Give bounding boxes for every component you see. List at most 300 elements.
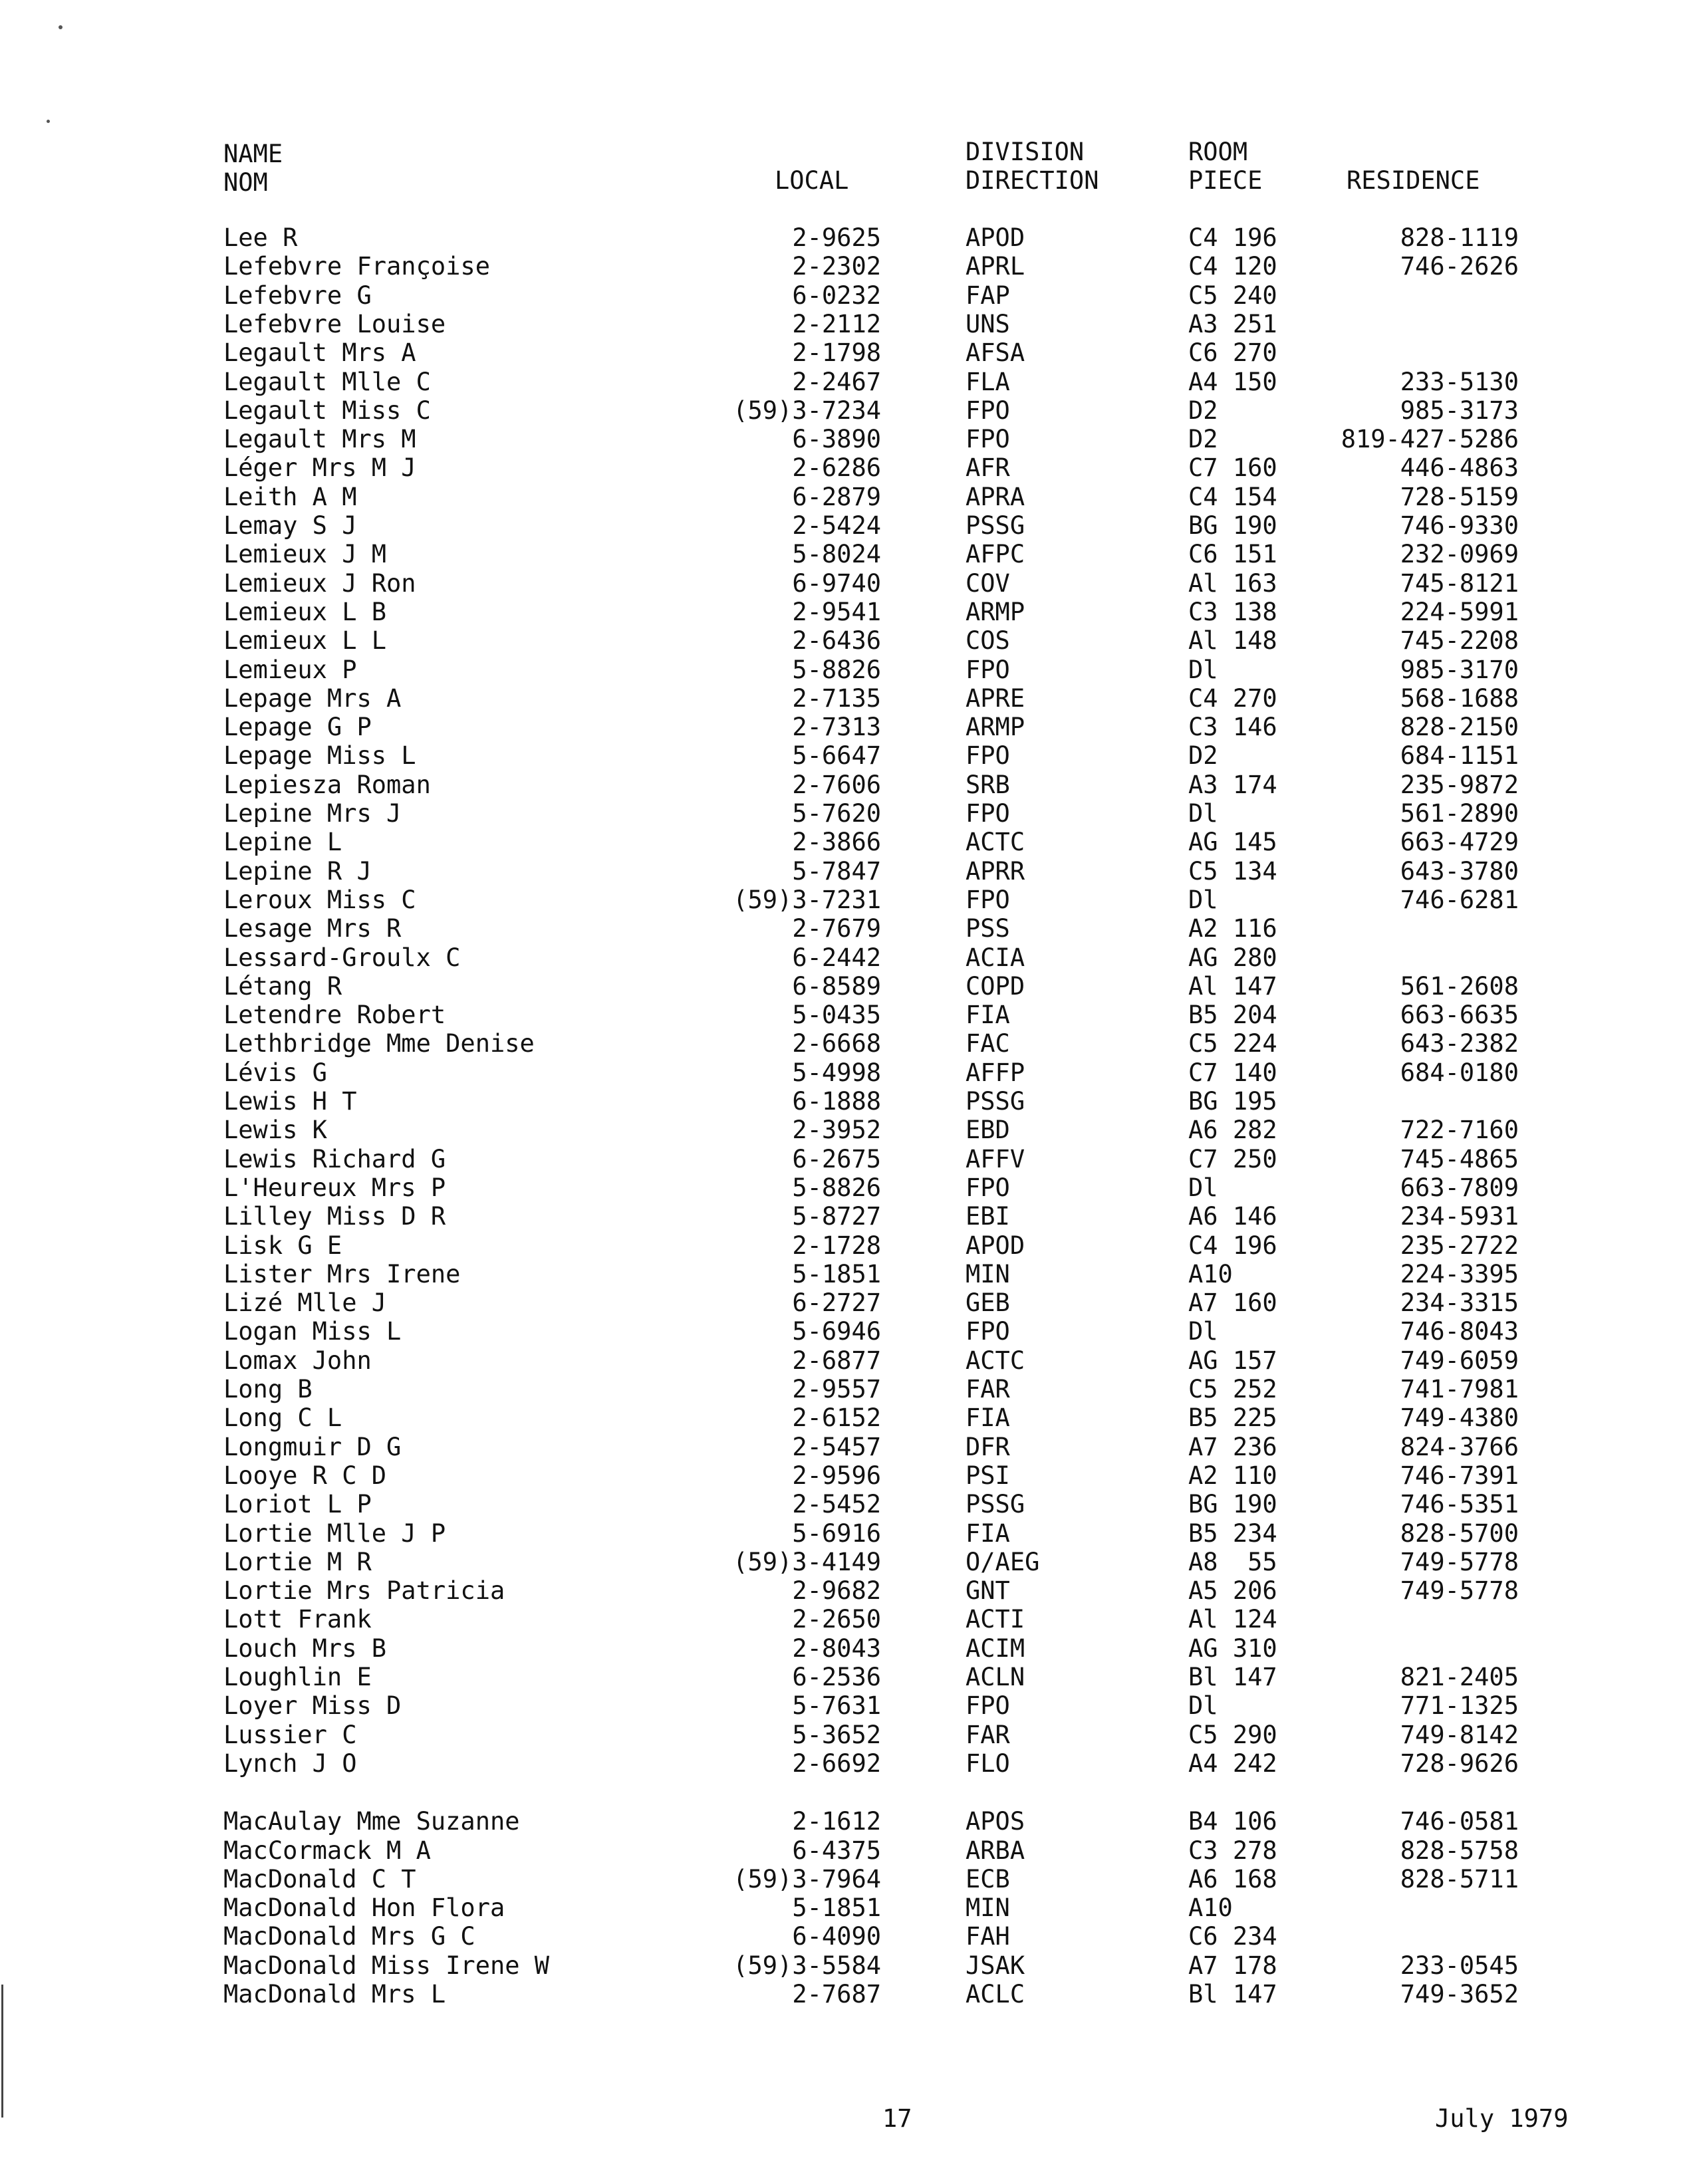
entry-local: (59)3-7231 (733, 885, 881, 914)
entry-name: Lizé Mlle J (223, 1288, 387, 1318)
entry-residence: 828-1119 (1400, 223, 1519, 252)
table-row (0, 453, 1687, 482)
table-row (0, 741, 1687, 770)
table-row (0, 1519, 1687, 1548)
entry-local: 2-8043 (792, 1634, 881, 1663)
entry-local: (59)3-7964 (733, 1864, 881, 1893)
entry-room: C5 240 (1188, 281, 1277, 310)
table-row (0, 1721, 1687, 1749)
entry-residence: 821-2405 (1400, 1663, 1519, 1691)
entry-local: 6-2442 (792, 943, 881, 972)
table-row (0, 771, 1687, 799)
entry-division: AFR (966, 453, 1010, 483)
header-name-fr: NOM (223, 168, 268, 197)
entry-name: Lortie Mrs Patricia (223, 1576, 505, 1606)
entry-room: C6 234 (1188, 1922, 1277, 1951)
entry-room: B5 225 (1188, 1403, 1277, 1433)
entry-name: MacDonald Mrs G C (223, 1922, 475, 1951)
table-row (0, 943, 1687, 972)
entry-name: Lepage Miss L (223, 741, 416, 771)
entry-residence: 819-427-5286 (1341, 425, 1519, 454)
entry-division: APRA (966, 482, 1025, 511)
entry-room: AG 145 (1188, 828, 1277, 857)
entry-room: A7 236 (1188, 1432, 1277, 1461)
entry-local: 6-1888 (792, 1087, 881, 1116)
table-row (0, 1375, 1687, 1403)
entry-room: D2 (1188, 396, 1218, 425)
entry-division: FPO (966, 655, 1010, 684)
entry-residence: 746-0581 (1400, 1807, 1519, 1836)
entry-local: 6-9740 (792, 568, 881, 598)
entry-name: Lott Frank (223, 1605, 372, 1634)
entry-division: EBD (966, 1116, 1010, 1145)
header-division-fr: DIRECTION (966, 166, 1099, 195)
entry-room: A4 150 (1188, 367, 1277, 396)
entry-residence: 745-2208 (1400, 626, 1519, 656)
entry-residence: 643-3780 (1400, 856, 1519, 886)
entry-residence: 568-1688 (1400, 683, 1519, 713)
entry-name: Lomax John (223, 1346, 372, 1375)
table-row (0, 1116, 1687, 1144)
entry-division: GNT (966, 1576, 1010, 1606)
entry-name: Long C L (223, 1403, 342, 1433)
entry-residence: 224-3395 (1400, 1259, 1519, 1288)
entry-local: 6-0232 (792, 281, 881, 310)
entry-division: ARBA (966, 1836, 1025, 1865)
entry-name: Loughlin E (223, 1663, 372, 1691)
table-row (0, 684, 1687, 713)
entry-name: Looye R C D (223, 1461, 387, 1490)
entry-room: Dl (1188, 1317, 1218, 1346)
entry-name: Lemieux J Ron (223, 568, 416, 598)
entry-room: C5 290 (1188, 1720, 1277, 1749)
entry-division: COV (966, 568, 1010, 598)
entry-name: Lussier C (223, 1720, 357, 1749)
entry-room: A2 110 (1188, 1461, 1277, 1490)
entry-name: Loriot L P (223, 1490, 372, 1519)
table-row (0, 1865, 1687, 1893)
entry-name: Lewis H T (223, 1087, 357, 1116)
entry-room: A7 160 (1188, 1288, 1277, 1318)
entry-residence: 232-0969 (1400, 540, 1519, 569)
table-row (0, 1403, 1687, 1432)
entry-name: Lee R (223, 223, 298, 252)
entry-division: ACIM (966, 1634, 1025, 1663)
table-row (0, 569, 1687, 598)
entry-name: Lortie M R (223, 1547, 372, 1576)
table-row (0, 281, 1687, 310)
entry-room: Dl (1188, 1691, 1218, 1721)
entry-name: Létang R (223, 971, 342, 1001)
entry-local: 2-6668 (792, 1029, 881, 1058)
table-row (0, 1087, 1687, 1116)
entry-room: A6 282 (1188, 1116, 1277, 1145)
entry-local: 5-6916 (792, 1518, 881, 1548)
entry-local: 5-7847 (792, 856, 881, 886)
entry-division: ACIA (966, 943, 1025, 972)
table-row (0, 1260, 1687, 1288)
entry-division: FAC (966, 1029, 1010, 1058)
entry-local: 2-9541 (792, 597, 881, 626)
entry-room: B4 106 (1188, 1807, 1277, 1836)
entry-local: 5-6647 (792, 741, 881, 771)
entry-room: BG 195 (1188, 1087, 1277, 1116)
entry-residence: 728-9626 (1400, 1749, 1519, 1778)
entry-local: 6-4375 (792, 1836, 881, 1865)
entry-name: Lemieux J M (223, 540, 387, 569)
entry-division: ARMP (966, 713, 1025, 742)
entry-local: 6-2536 (792, 1663, 881, 1691)
entry-name: Lynch J O (223, 1749, 357, 1778)
entry-name: Léger Mrs M J (223, 453, 416, 483)
entry-residence: 749-4380 (1400, 1403, 1519, 1433)
entry-local: 2-7606 (792, 770, 881, 799)
entry-name: Lisk G E (223, 1231, 342, 1260)
entry-room: Al 147 (1188, 971, 1277, 1001)
entry-residence: 561-2890 (1400, 799, 1519, 828)
table-row (0, 713, 1687, 741)
entry-division: AFSA (966, 338, 1025, 368)
entry-local: 2-7313 (792, 713, 881, 742)
entry-room: Bl 147 (1188, 1980, 1277, 2008)
entry-residence: 985-3173 (1400, 396, 1519, 425)
header-residence: RESIDENCE (1347, 166, 1480, 195)
entry-name: Legault Miss C (223, 396, 431, 425)
entry-division: EBI (966, 1202, 1010, 1231)
entry-division: FPO (966, 1317, 1010, 1346)
entry-name: Long B (223, 1375, 313, 1403)
entry-division: FLA (966, 367, 1010, 396)
entry-room: A8 55 (1188, 1547, 1277, 1576)
table-row (0, 972, 1687, 1001)
entry-name: Lefebvre Louise (223, 309, 446, 338)
table-row (0, 1548, 1687, 1576)
table-row (0, 310, 1687, 338)
entry-name: Lepine L (223, 828, 342, 857)
entry-name: Lévis G (223, 1058, 327, 1087)
entry-division: FLO (966, 1749, 1010, 1778)
entry-division: MIN (966, 1893, 1010, 1923)
table-row (0, 1202, 1687, 1231)
table-row (0, 1145, 1687, 1173)
entry-local: 6-2727 (792, 1288, 881, 1318)
entry-name: Letendre Robert (223, 1001, 446, 1030)
table-row (0, 828, 1687, 856)
entry-room: C5 224 (1188, 1029, 1277, 1058)
entry-local: 5-1851 (792, 1893, 881, 1923)
entry-room: C6 151 (1188, 540, 1277, 569)
entry-residence: 741-7981 (1400, 1375, 1519, 1403)
entry-room: A7 178 (1188, 1951, 1277, 1980)
entry-local: 5-0435 (792, 1001, 881, 1030)
table-row (0, 1173, 1687, 1202)
entry-local: 5-4998 (792, 1058, 881, 1087)
table-row (0, 1346, 1687, 1375)
entry-room: C7 160 (1188, 453, 1277, 483)
table-row (0, 626, 1687, 655)
header-room-en: ROOM (1188, 138, 1248, 166)
entry-division: FPO (966, 396, 1010, 425)
entry-name: Lepage Mrs A (223, 683, 402, 713)
entry-division: APRE (966, 683, 1025, 713)
entry-division: FIA (966, 1518, 1010, 1548)
entry-name: Lemieux L L (223, 626, 387, 656)
entry-residence: 233-5130 (1400, 367, 1519, 396)
page-number: 17 (882, 2104, 912, 2133)
entry-room: C5 252 (1188, 1375, 1277, 1403)
entry-residence: 561-2608 (1400, 971, 1519, 1001)
entry-local: 2-5457 (792, 1432, 881, 1461)
entry-local: (59)3-7234 (733, 396, 881, 425)
entry-residence: 746-5351 (1400, 1490, 1519, 1519)
table-row (0, 799, 1687, 828)
scan-speck (47, 120, 50, 123)
entry-room: C3 278 (1188, 1836, 1277, 1865)
entry-name: Lepage G P (223, 713, 372, 742)
entry-name: Lilley Miss D R (223, 1202, 446, 1231)
table-row (0, 540, 1687, 568)
entry-room: A3 251 (1188, 309, 1277, 338)
entry-name: Lesage Mrs R (223, 914, 402, 943)
entry-name: Longmuir D G (223, 1432, 402, 1461)
entry-residence: 828-5758 (1400, 1836, 1519, 1865)
entry-division: ECB (966, 1864, 1010, 1893)
entry-residence: 828-2150 (1400, 713, 1519, 742)
entry-division: APRL (966, 252, 1025, 281)
table-row (0, 1231, 1687, 1260)
entry-local: 5-8826 (792, 655, 881, 684)
entry-room: C4 154 (1188, 482, 1277, 511)
table-row (0, 1691, 1687, 1720)
entry-division: FPO (966, 1691, 1010, 1721)
entry-name: MacCormack M A (223, 1836, 431, 1865)
entry-local: 2-9682 (792, 1576, 881, 1606)
entry-local: (59)3-4149 (733, 1547, 881, 1576)
entry-name: Lepine Mrs J (223, 799, 402, 828)
table-row (0, 223, 1687, 252)
entry-room: Dl (1188, 655, 1218, 684)
entry-residence: 643-2382 (1400, 1029, 1519, 1058)
entry-division: SRB (966, 770, 1010, 799)
entry-local: 6-8589 (792, 971, 881, 1001)
entry-local: 2-7135 (792, 683, 881, 713)
entry-name: Lefebvre G (223, 281, 372, 310)
entry-local: (59)3-5584 (733, 1951, 881, 1980)
entry-name: Loyer Miss D (223, 1691, 402, 1721)
entry-local: 2-9557 (792, 1375, 881, 1403)
entry-residence: 749-3652 (1400, 1980, 1519, 2008)
entry-division: O/AEG (966, 1547, 1040, 1576)
entry-room: Dl (1188, 885, 1218, 914)
table-row (0, 425, 1687, 453)
entry-local: 2-3866 (792, 828, 881, 857)
entry-division: FPO (966, 1173, 1010, 1202)
entry-residence: 749-5778 (1400, 1576, 1519, 1606)
entry-residence: 235-2722 (1400, 1231, 1519, 1260)
entry-room: D2 (1188, 741, 1218, 771)
entry-residence: 746-2626 (1400, 252, 1519, 281)
entry-room: AG 280 (1188, 943, 1277, 972)
table-row (0, 1980, 1687, 2008)
entry-name: Lortie Mlle J P (223, 1518, 446, 1548)
entry-local: 2-5452 (792, 1490, 881, 1519)
entry-residence: 749-5778 (1400, 1547, 1519, 1576)
entry-room: A10 (1188, 1259, 1233, 1288)
table-row (0, 1922, 1687, 1951)
entry-residence: 985-3170 (1400, 655, 1519, 684)
entry-division: FAP (966, 281, 1010, 310)
entry-name: Legault Mlle C (223, 367, 431, 396)
entry-name: Lepine R J (223, 856, 372, 886)
table-row (0, 1058, 1687, 1087)
entry-name: Lethbridge Mme Denise (223, 1029, 535, 1058)
header-room-fr: PIECE (1188, 166, 1263, 195)
table-row (0, 1749, 1687, 1778)
entry-local: 2-9596 (792, 1461, 881, 1490)
entry-local: 6-2879 (792, 482, 881, 511)
entry-room: A5 206 (1188, 1576, 1277, 1606)
entry-division: APOS (966, 1807, 1025, 1836)
entry-local: 2-1798 (792, 338, 881, 368)
entry-local: 5-8826 (792, 1173, 881, 1202)
header-name-en: NAME (223, 140, 283, 168)
entry-name: MacDonald Hon Flora (223, 1893, 505, 1923)
table-row (0, 338, 1687, 367)
entry-name: Logan Miss L (223, 1317, 402, 1346)
table-row (0, 1807, 1687, 1836)
entry-division: FIA (966, 1001, 1010, 1030)
entry-name: Leroux Miss C (223, 885, 416, 914)
entry-room: B5 234 (1188, 1518, 1277, 1548)
table-row (0, 1001, 1687, 1029)
header-division-en: DIVISION (966, 138, 1085, 166)
table-row (0, 1605, 1687, 1634)
entry-room: C3 146 (1188, 713, 1277, 742)
entry-division: ACLN (966, 1663, 1025, 1691)
entry-name: Lemieux L B (223, 597, 387, 626)
table-row (0, 511, 1687, 540)
entry-room: A6 146 (1188, 1202, 1277, 1231)
entry-local: 5-1851 (792, 1259, 881, 1288)
entry-room: C5 134 (1188, 856, 1277, 886)
table-row (0, 1490, 1687, 1518)
table-row (0, 914, 1687, 943)
entry-room: Dl (1188, 1173, 1218, 1202)
entry-division: FIA (966, 1403, 1010, 1433)
table-row (0, 1433, 1687, 1461)
entry-residence: 828-5700 (1400, 1518, 1519, 1548)
entry-division: ACLC (966, 1980, 1025, 2008)
entry-name: Lepiesza Roman (223, 770, 431, 799)
entry-local: 5-7631 (792, 1691, 881, 1721)
entry-residence: 663-4729 (1400, 828, 1519, 857)
table-row (0, 1029, 1687, 1058)
entry-residence: 234-5931 (1400, 1202, 1519, 1231)
entry-division: FPO (966, 799, 1010, 828)
entry-room: A2 116 (1188, 914, 1277, 943)
entry-residence: 746-9330 (1400, 511, 1519, 540)
entry-name: L'Heureux Mrs P (223, 1173, 446, 1202)
entry-residence: 224-5991 (1400, 597, 1519, 626)
entry-residence: 746-7391 (1400, 1461, 1519, 1490)
entry-local: 2-6436 (792, 626, 881, 656)
entry-local: 2-9625 (792, 223, 881, 252)
entry-room: C4 196 (1188, 1231, 1277, 1260)
table-row (0, 857, 1687, 886)
entry-local: 2-2112 (792, 309, 881, 338)
entry-room: AG 310 (1188, 1634, 1277, 1663)
table-row (0, 368, 1687, 396)
entry-division: MIN (966, 1259, 1010, 1288)
entry-local: 5-8727 (792, 1202, 881, 1231)
entry-name: Lemay S J (223, 511, 357, 540)
entry-residence: 828-5711 (1400, 1864, 1519, 1893)
entry-local: 2-5424 (792, 511, 881, 540)
entry-room: B5 204 (1188, 1001, 1277, 1030)
table-row (0, 1663, 1687, 1691)
entry-name: MacDonald Miss Irene W (223, 1951, 550, 1980)
entry-division: ARMP (966, 597, 1025, 626)
entry-room: A10 (1188, 1893, 1233, 1923)
entry-division: FPO (966, 741, 1010, 771)
entry-local: 2-7679 (792, 914, 881, 943)
entry-residence: 771-1325 (1400, 1691, 1519, 1721)
entry-division: APOD (966, 223, 1025, 252)
entry-division: COS (966, 626, 1010, 656)
entry-residence: 663-7809 (1400, 1173, 1519, 1202)
entry-room: C4 270 (1188, 683, 1277, 713)
entry-division: APOD (966, 1231, 1025, 1260)
entry-local: 2-2650 (792, 1605, 881, 1634)
entry-name: Lemieux P (223, 655, 357, 684)
publication-date: July 1979 (1435, 2104, 1569, 2133)
entry-room: Dl (1188, 799, 1218, 828)
entry-division: ACTC (966, 1346, 1025, 1375)
entry-name: Lewis Richard G (223, 1144, 446, 1173)
entry-division: COPD (966, 971, 1025, 1001)
entry-room: BG 190 (1188, 511, 1277, 540)
table-row (0, 396, 1687, 425)
entry-local: 2-2302 (792, 252, 881, 281)
entry-local: 6-3890 (792, 425, 881, 454)
entry-residence: 684-1151 (1400, 741, 1519, 771)
entry-division: JSAK (966, 1951, 1025, 1980)
scan-speck (59, 25, 63, 29)
entry-residence: 234-3315 (1400, 1288, 1519, 1318)
entry-local: 5-6946 (792, 1317, 881, 1346)
entry-division: PSSG (966, 511, 1025, 540)
entry-local: 2-1728 (792, 1231, 881, 1260)
entry-room: A4 242 (1188, 1749, 1277, 1778)
entry-room: Al 163 (1188, 568, 1277, 598)
header-local: LOCAL (775, 166, 849, 195)
entry-room: AG 157 (1188, 1346, 1277, 1375)
entry-room: C4 120 (1188, 252, 1277, 281)
entry-division: PSS (966, 914, 1010, 943)
entry-name: Louch Mrs B (223, 1634, 387, 1663)
entry-residence: 446-4863 (1400, 453, 1519, 483)
entry-division: FAH (966, 1922, 1010, 1951)
entry-division: PSSG (966, 1490, 1025, 1519)
table-row (0, 1893, 1687, 1922)
entry-name: Lefebvre Françoise (223, 252, 490, 281)
entry-division: AFFV (966, 1144, 1025, 1173)
entry-division: ACTC (966, 828, 1025, 857)
entry-division: UNS (966, 309, 1010, 338)
entry-division: APRR (966, 856, 1025, 886)
entry-room: C7 140 (1188, 1058, 1277, 1087)
entry-room: Al 148 (1188, 626, 1277, 656)
